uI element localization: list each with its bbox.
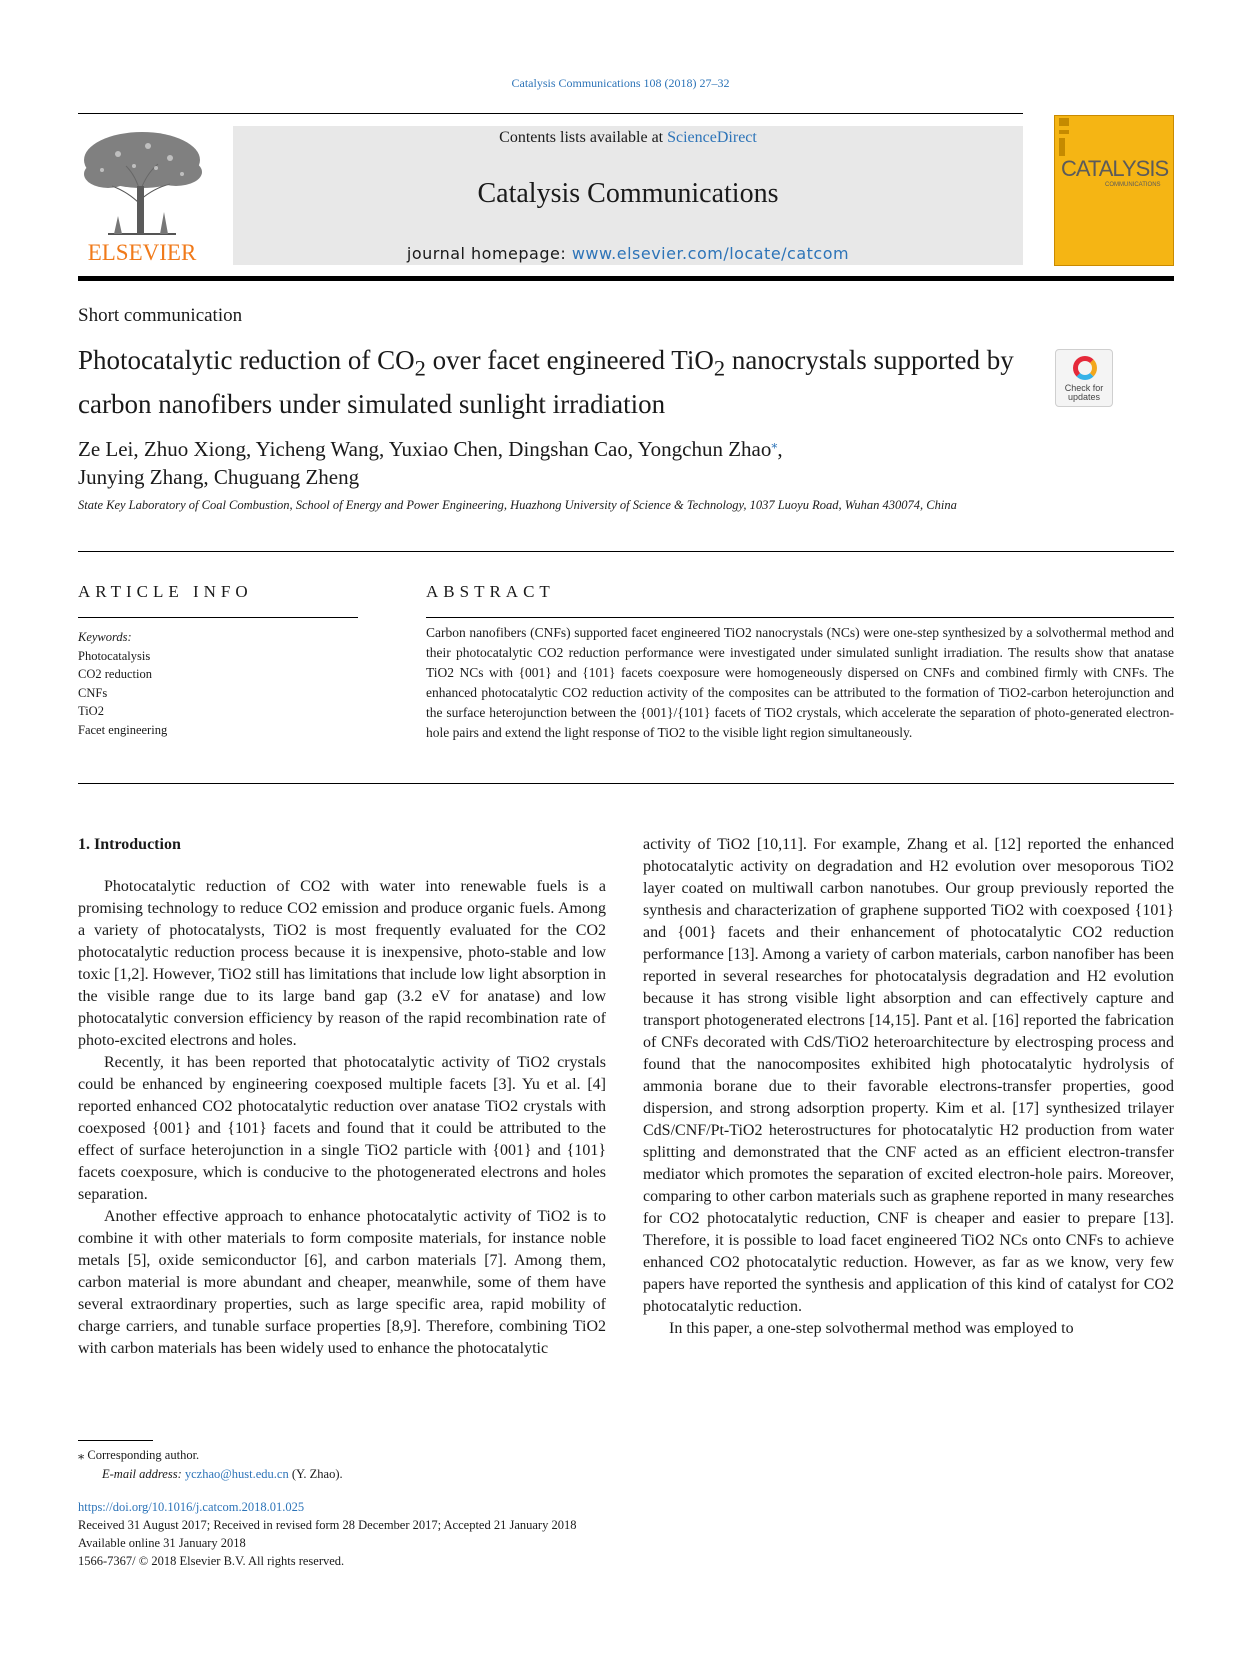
authors-line: [78, 430, 1028, 463]
elsevier-logo: [78, 126, 206, 266]
crossmark-label-line: updates: [1067, 392, 1101, 402]
corresponding-mark[interactable]: ⁎: [771, 437, 778, 451]
cover-strip: [1059, 118, 1069, 126]
affiliation: State Key Laboratory of Coal Combustion, School of Energy and Power Engineering, Huazhong University of Science & Technology, 1037 Luoyu Road, Wuhan 430074, China: [78, 498, 957, 512]
abstract-heading: ABSTRACT: [426, 582, 555, 601]
journal-cover[interactable]: [1054, 115, 1174, 266]
keyword: TiO2: [78, 704, 104, 718]
header-rule: [78, 113, 1023, 114]
cover-strip: [1059, 138, 1065, 156]
article-type: Short communication: [78, 305, 243, 326]
title-part: Photocatalytic reduction of CO: [78, 345, 415, 375]
doi-link[interactable]: https://doi.org/10.1016/j.catcom.2018.01.025: [78, 1500, 305, 1514]
email-label: E-mail address:: [102, 1467, 182, 1481]
author-list: [78, 430, 1028, 491]
authors-text: Ze Lei, Zhuo Xiong, Yicheng Wang, Yuxiao Chen, Dingshan Cao, Yongchun Zhao: [78, 437, 772, 461]
homepage-link[interactable]: www.elsevier.com/locate/catcom: [571, 244, 850, 263]
title-subscript: 2: [414, 355, 426, 381]
info-rule: [78, 617, 358, 618]
abstract-rule: [426, 617, 1174, 618]
header-thick-rule: [78, 276, 1174, 281]
keyword: CO2 reduction: [78, 667, 152, 681]
body-paragraph: activity of TiO2 [10,11]. For example, Zhang et al. [12] reported the enhanced photocatalytic activity on degradation and H2 evolution over mesoporous TiO2 layer coated on multiwall carbon nanotubes. Our group previously reported the synthesis and characterization of graphene supported TiO2 with coexposed {101} and {001} facets and their enhancement of photocatalytic CO2 reduction performance [13]. Among a variety of carbon materials, carbon nanofiber has been reported in several researches for photocatalysis degradation and H2 evolution because it has strong visible light absorption and can effectively capture and transport photogenerated electrons [14,15]. Pant et al. [16] reported the fabrication of CNFs decorated with CdS/TiO2 heteroarchitecture by electrosping process and found that the nanocomposites exhibited high photocatalytic hydrolysis of ammonia borane due to their favorable electrons-transfer properties, good dispersion, and strong adsorption property. Kim et al. [17] synthesized trilayer CdS/CNF/Pt-TiO2 heterostructures for photocatalytic H2 production from water splitting and demonstrated that the CNF acted as an efficient electron-transfer mediator which promotes the separation of excited electron-hole pairs. Moreover, comparing to other carbon materials such as graphene reported in many researches for CO2 photocatalytic reduction, CNF is cheaper and easier to prepare [13]. Therefore, it is possible to load facet engineered TiO2 NCs onto CNFs to achieve enhanced CO2 photocatalytic reduction. However, as far as we know, very few papers have reported the synthesis and application of this kind of catalyst for CO2 photocatalytic reduction.: [643, 836, 1174, 1315]
contents-line: [233, 129, 1023, 147]
cover-title: CATALYSIS: [1061, 156, 1169, 181]
journal-name: Catalysis Communications: [477, 178, 779, 209]
publication-info: [78, 1498, 576, 1570]
section-heading: 1. Introduction: [78, 836, 181, 853]
tree-icon: [78, 126, 206, 236]
elsevier-wordmark: ELSEVIER: [87, 240, 197, 265]
copyright: 1566-7367/ © 2018 Elsevier B.V. All rights reserved.: [78, 1554, 345, 1568]
footnote-rule: [78, 1440, 153, 1441]
email-link[interactable]: yczhao@hust.edu.cn: [184, 1467, 289, 1481]
abstract-bottom-rule: [78, 783, 1174, 784]
footnote-mark: ⁎: [78, 1448, 85, 1462]
footnote: [78, 1446, 343, 1484]
crossmark-button[interactable]: [1055, 349, 1113, 407]
title-part: nanocrystals supported by carbon nanofibers under simulated sunlight irradiation: [78, 345, 1014, 420]
homepage-line: [233, 244, 1023, 263]
footnote-text: Corresponding author.: [87, 1448, 200, 1462]
email-note: [78, 1465, 343, 1484]
keywords-label: Keywords:: [78, 630, 132, 644]
body-column-left: [78, 834, 606, 1360]
journal-citation[interactable]: Catalysis Communications 108 (2018) 27–32: [511, 76, 730, 90]
homepage-prefix: journal homepage:: [406, 244, 567, 263]
body-column-right: [643, 834, 1174, 1340]
article-title: [78, 342, 1028, 423]
body-paragraph: Photocatalytic reduction of CO2 with water into renewable fuels is a promising technology to reduce CO2 emission and produce organic fuels. Among a variety of photocatalysts, TiO2 is most frequently evaluated for the CO2 photocatalytic reduction process because it is inexpensive, photo-stable and low toxic [1,2]. However, TiO2 still has limitations that include low light absorption in the visible range due to its large band gap (3.2 eV for anatase) and low photocatalytic conversion efficiency by reason of the rapid recombination rate of photo-excited electrons and holes.: [78, 878, 606, 1049]
keyword: CNFs: [78, 685, 108, 700]
email-suffix: (Y. Zhao).: [291, 1467, 343, 1481]
keyword: Facet engineering: [78, 722, 168, 737]
article-info-heading: ARTICLE INFO: [78, 582, 253, 601]
crossmark-label-line: Check for: [1064, 383, 1104, 393]
corresponding-author-note: [78, 1446, 343, 1465]
journal-masthead: [233, 126, 1023, 265]
crossmark-label: [1056, 384, 1112, 402]
title-subscript: 2: [713, 355, 726, 381]
cover-subtitle: COMMUNICATIONS: [1105, 182, 1161, 188]
authors-comma: ,: [777, 437, 783, 461]
section-rule: [78, 551, 1174, 552]
keywords-block: [78, 628, 167, 739]
contents-prefix: Contents lists available at: [499, 129, 664, 146]
received-dates: Received 31 August 2017; Received in revised form 28 December 2017; Accepted 21 January 2018: [78, 1518, 577, 1532]
body-paragraph: Another effective approach to enhance photocatalytic activity of TiO2 is to combine it with other materials to form composite materials, for instance noble metals [5], oxide semiconductor [6], and carbon materials [7]. Among them, carbon material is more abundant and cheaper, meanwhile, some of them have several extraordinary properties, such as large specific area, rapid mobility of charge carriers, and tunable surface properties [8,9]. Therefore, combining TiO2 with carbon materials has been widely used to enhance the photocatalytic: [78, 1208, 606, 1357]
sciencedirect-link[interactable]: ScienceDirect: [667, 129, 757, 146]
cover-strip: [1059, 130, 1069, 134]
available-online: Available online 31 January 2018: [78, 1536, 246, 1550]
keyword: Photocatalysis: [78, 648, 151, 663]
title-part: over facet engineered TiO: [425, 345, 714, 375]
crossmark-icon: [1073, 356, 1097, 380]
authors-line: Junying Zhang, Chuguang Zheng: [78, 465, 360, 489]
abstract-text: Carbon nanofibers (CNFs) supported facet engineered TiO2 nanocrystals (NCs) were one-step synthesized by a solvothermal method and their photocatalytic CO2 reduction performance were investigated under simulated sunlight irradiation. The results show that anatase TiO2 NCs with {001} and {101} facets coexposure were homogeneously dispersed on CNFs and combined firmly with CNFs. The enhanced photocatalytic CO2 reduction activity of the composites can be attributed to the formation of TiO2-carbon heterojunction and the surface heterojunction between the {001}/{101} facets of TiO2 crystals, which accelerate the separation of photo-generated electron-hole pairs and extend the light response of TiO2 to the visible light region simultaneously.: [426, 625, 1174, 740]
body-paragraph: Recently, it has been reported that photocatalytic activity of TiO2 crystals could be enhanced by engineering coexposed multiple facets [3]. Yu et al. [4] reported enhanced CO2 photocatalytic reduction over anatase TiO2 crystals with coexposed {001} and {101} facets and found that it could be attributed to the effect of surface heterojunction in a single TiO2 particle with {001} and {101} facets coexposure, which is conducive to the photogenerated electrons and holes separation.: [78, 1054, 606, 1203]
body-paragraph: In this paper, a one-step solvothermal method was employed to: [669, 1320, 1074, 1337]
